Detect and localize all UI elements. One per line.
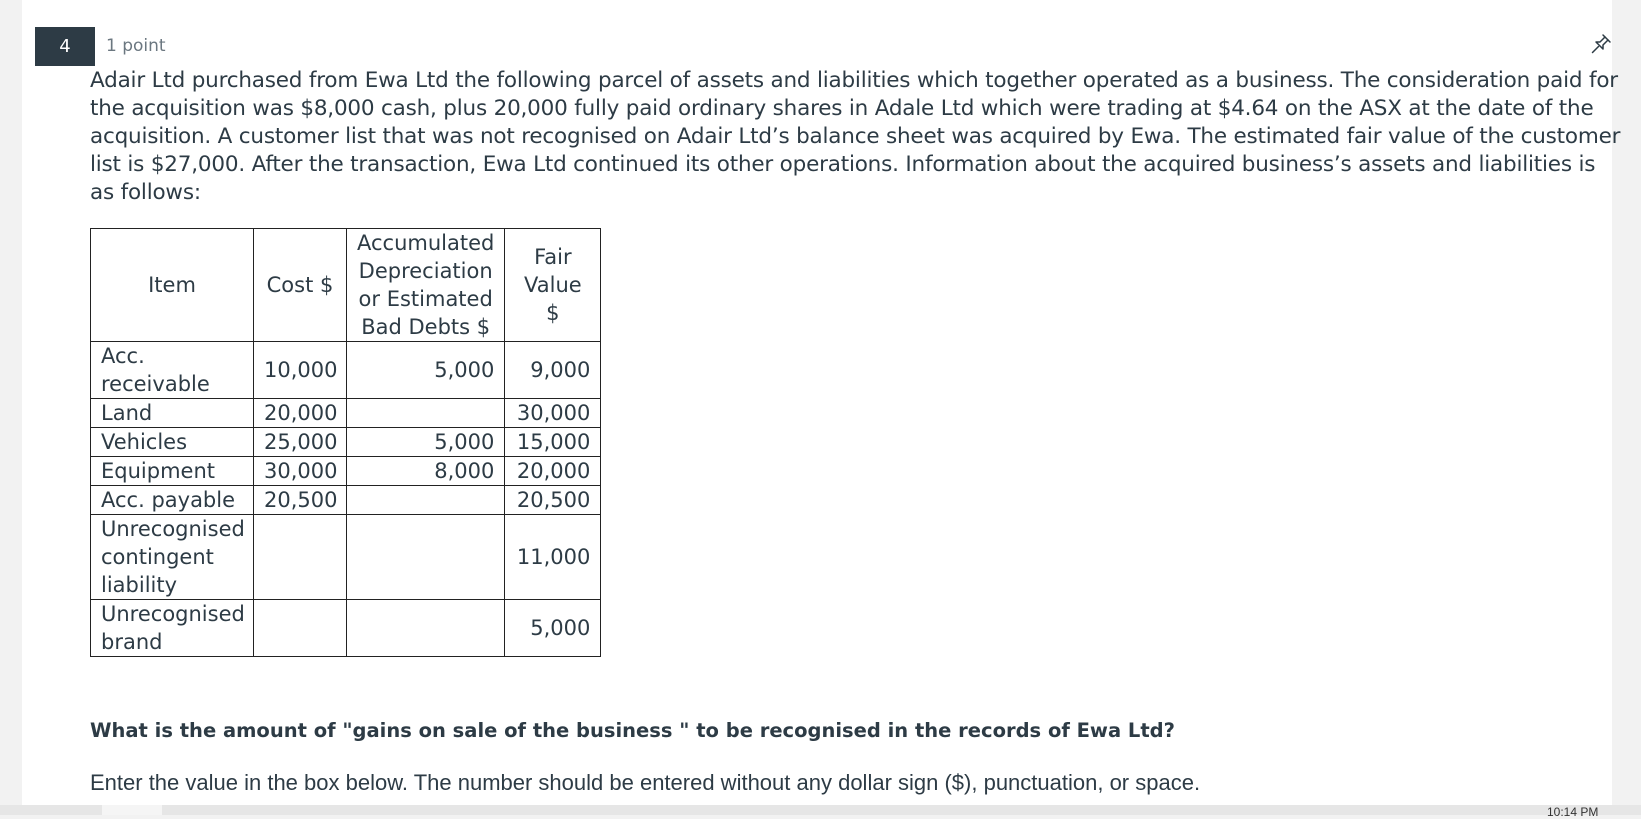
question-points: 1 point <box>106 36 166 56</box>
row-depreciation: 5,000 <box>347 428 505 457</box>
table-row <box>91 515 601 600</box>
header-depreciation: Accumulated Depreciation or Estimated Bad Debts $ <box>347 229 505 342</box>
taskbar-tab[interactable] <box>102 805 162 815</box>
row-depreciation: 5,000 <box>347 342 505 399</box>
row-fair-value: 5,000 <box>505 600 601 657</box>
row-depreciation <box>347 486 505 515</box>
row-item: Unrecognised contingent liability <box>91 515 254 600</box>
taskbar-clock: 10:14 PM <box>1547 805 1599 819</box>
row-item: Acc. payable <box>91 486 254 515</box>
pin-icon[interactable] <box>1589 32 1613 56</box>
table-header-row <box>91 229 601 342</box>
row-item: Land <box>91 399 254 428</box>
row-depreciation: 8,000 <box>347 457 505 486</box>
row-depreciation <box>347 600 505 657</box>
row-cost: 25,000 <box>254 428 347 457</box>
row-cost <box>254 515 347 600</box>
question-panel <box>22 0 1621 805</box>
answer-instruction: Enter the value in the box below. The number should be entered without any dollar sign ($), punctuation, or space. <box>90 770 1201 795</box>
row-cost: 20,500 <box>254 486 347 515</box>
taskbar <box>0 805 1641 815</box>
header-item: Item <box>91 229 254 342</box>
sub-question: What is the amount of "gains on sale of the business " to be recognised in the records of Ewa Ltd? <box>90 719 1175 742</box>
row-item: Vehicles <box>91 428 254 457</box>
row-cost <box>254 600 347 657</box>
row-item: Acc. receivable <box>91 342 254 399</box>
row-cost: 30,000 <box>254 457 347 486</box>
table-row <box>91 457 601 486</box>
header-fair-value: Fair Value $ <box>505 229 601 342</box>
row-item: Equipment <box>91 457 254 486</box>
row-fair-value: 15,000 <box>505 428 601 457</box>
table-row <box>91 399 601 428</box>
row-depreciation <box>347 399 505 428</box>
question-number-badge: 4 <box>35 27 95 66</box>
row-cost: 10,000 <box>254 342 347 399</box>
row-depreciation <box>347 515 505 600</box>
row-fair-value: 30,000 <box>505 399 601 428</box>
table-row <box>91 600 601 657</box>
table-row <box>91 486 601 515</box>
row-fair-value: 11,000 <box>505 515 601 600</box>
row-item: Unrecognised brand <box>91 600 254 657</box>
row-fair-value: 20,000 <box>505 457 601 486</box>
row-fair-value: 20,500 <box>505 486 601 515</box>
table-row <box>91 428 601 457</box>
asset-liability-table <box>90 228 601 657</box>
header-cost: Cost $ <box>254 229 347 342</box>
row-fair-value: 9,000 <box>505 342 601 399</box>
table-row <box>91 342 601 399</box>
question-text: Adair Ltd purchased from Ewa Ltd the following parcel of assets and liabilities which together operated as a business. The consideration paid for the acquisition was $8,000 cash, plus 20,000 fully paid ordinary shares in Adale Ltd which were trading at $4.64 on the ASX at the date of the acquisition. A customer list that was not recognised on Adair Ltd’s balance sheet was acquired by Ewa. The estimated fair value of the customer list is $27,000. After the transaction, Ewa Ltd continued its other operations. Information about the acquired business’s assets and liabilities is as follows: <box>90 68 1621 205</box>
row-cost: 20,000 <box>254 399 347 428</box>
